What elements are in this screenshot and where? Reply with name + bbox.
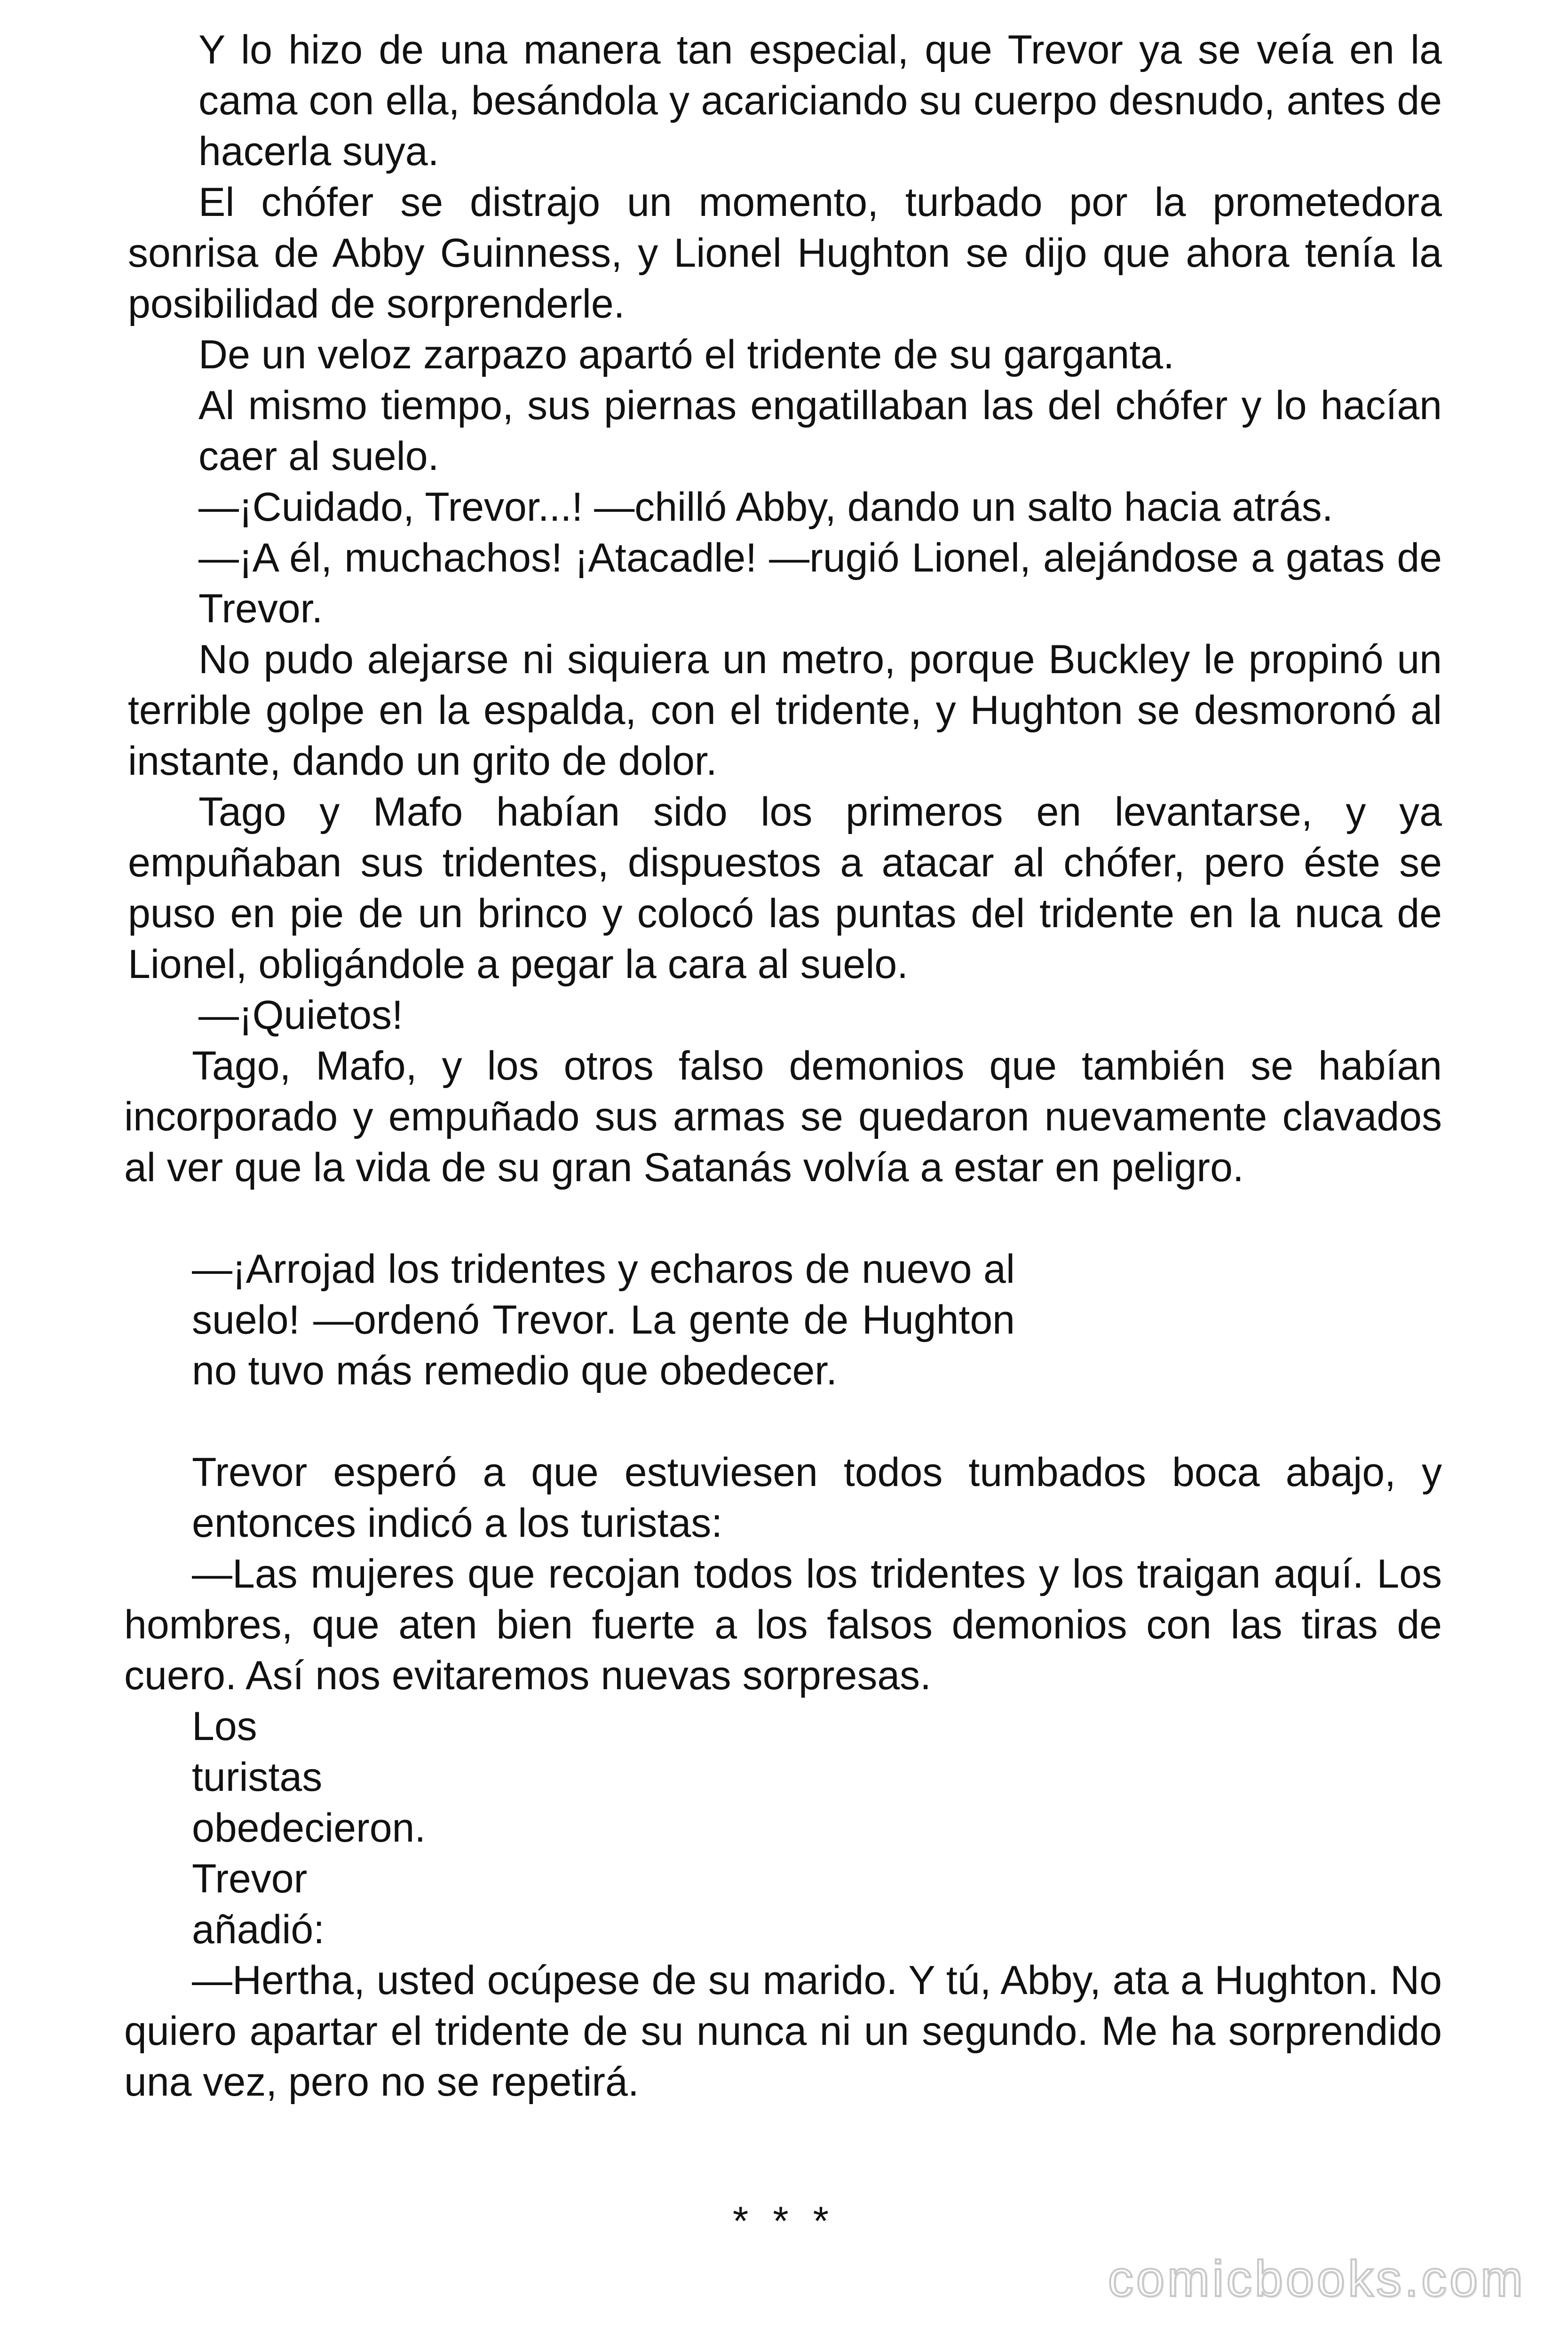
stacked-word: Los [192,1704,257,1749]
paragraph-7: No pudo alejarse ni siquiera un metro, porque Buckley le propinó un terrible golpe en la espalda, con el tridente, y Hughton se desmoronó al instante, dando un grito de dolor. [128,637,1442,784]
paragraph-3: De un veloz zarpazo apartó el tridente de su garganta. [198,332,1174,377]
paragraph-4: Al mismo tiempo, sus piernas engatillaban las del chófer y lo hacían caer al suelo. [198,383,1442,479]
paragraph-8: Tago y Mafo habían sido los primeros en levantarse, y ya empuñaban sus tridentes, dispuestos a atacar al chófer, pero éste se puso en pie de un brinco y colocó las puntas del tridente en la nuca de Lionel, obligándole a pegar la cara al suelo. [128,789,1442,987]
paragraph-11: —¡Arrojad los tridentes y echaros de nuevo al suelo! —ordenó Trevor. La gente de Hughton no tuvo más remedio que obedecer. [192,1247,1015,1393]
paragraph-10: Tago, Mafo, y los otros falso demonios que también se habían incorporado y empuñado sus armas se quedaron nuevamente clavados al ver que la vida de su gran Satanás volvía a estar en peligro. [124,1043,1442,1190]
stacked-word: turistas [192,1755,323,1800]
stacked-word: obedecieron. [192,1805,426,1851]
stacked-word: añadió: [192,1907,325,1952]
paragraph-9: —¡Quietos! [198,993,403,1038]
paragraph-1: Y lo hizo de una manera tan especial, que Trevor ya se veía en la cama con ella, besándola y acariciando su cuerpo desnudo, antes de hacerla suya. [198,27,1442,174]
paragraph-6: —¡A él, muchachos! ¡Atacadle! —rugió Lionel, alejándose a gatas de Trevor. [198,535,1442,631]
stacked-word: Trevor [192,1856,308,1901]
paragraph-2: El chófer se distrajo un momento, turbado por la prometedora sonrisa de Abby Guinness, y Lionel Hughton se dijo que ahora tenía la posibilidad de sorprenderle. [128,180,1442,326]
paragraph-14: —Hertha, usted ocúpese de su marido. Y tú, Abby, ata a Hughton. No quiero apartar el tridente de su nunca ni un segundo. Me ha sorprendido una vez, pero no se repetirá. [124,1958,1442,2105]
stacked-sentence [192,1701,474,1955]
paragraph-13: —Las mujeres que recojan todos los tridentes y los traigan aquí. Los hombres, que aten bien fuerte a los falsos demonios con las tiras de cuero. Así nos evitaremos nuevas sorpresas. [124,1551,1442,1698]
watermark-logo: comicbooks.com [1108,2250,1526,2307]
paragraph-5: —¡Cuidado, Trevor...! —chilló Abby, dando un salto hacia atrás. [198,485,1333,530]
section-separator: * * * [732,2199,836,2244]
paragraph-12: Trevor esperó a que estuviesen todos tumbados boca abajo, y entonces indicó a los turistas: [192,1450,1442,1546]
